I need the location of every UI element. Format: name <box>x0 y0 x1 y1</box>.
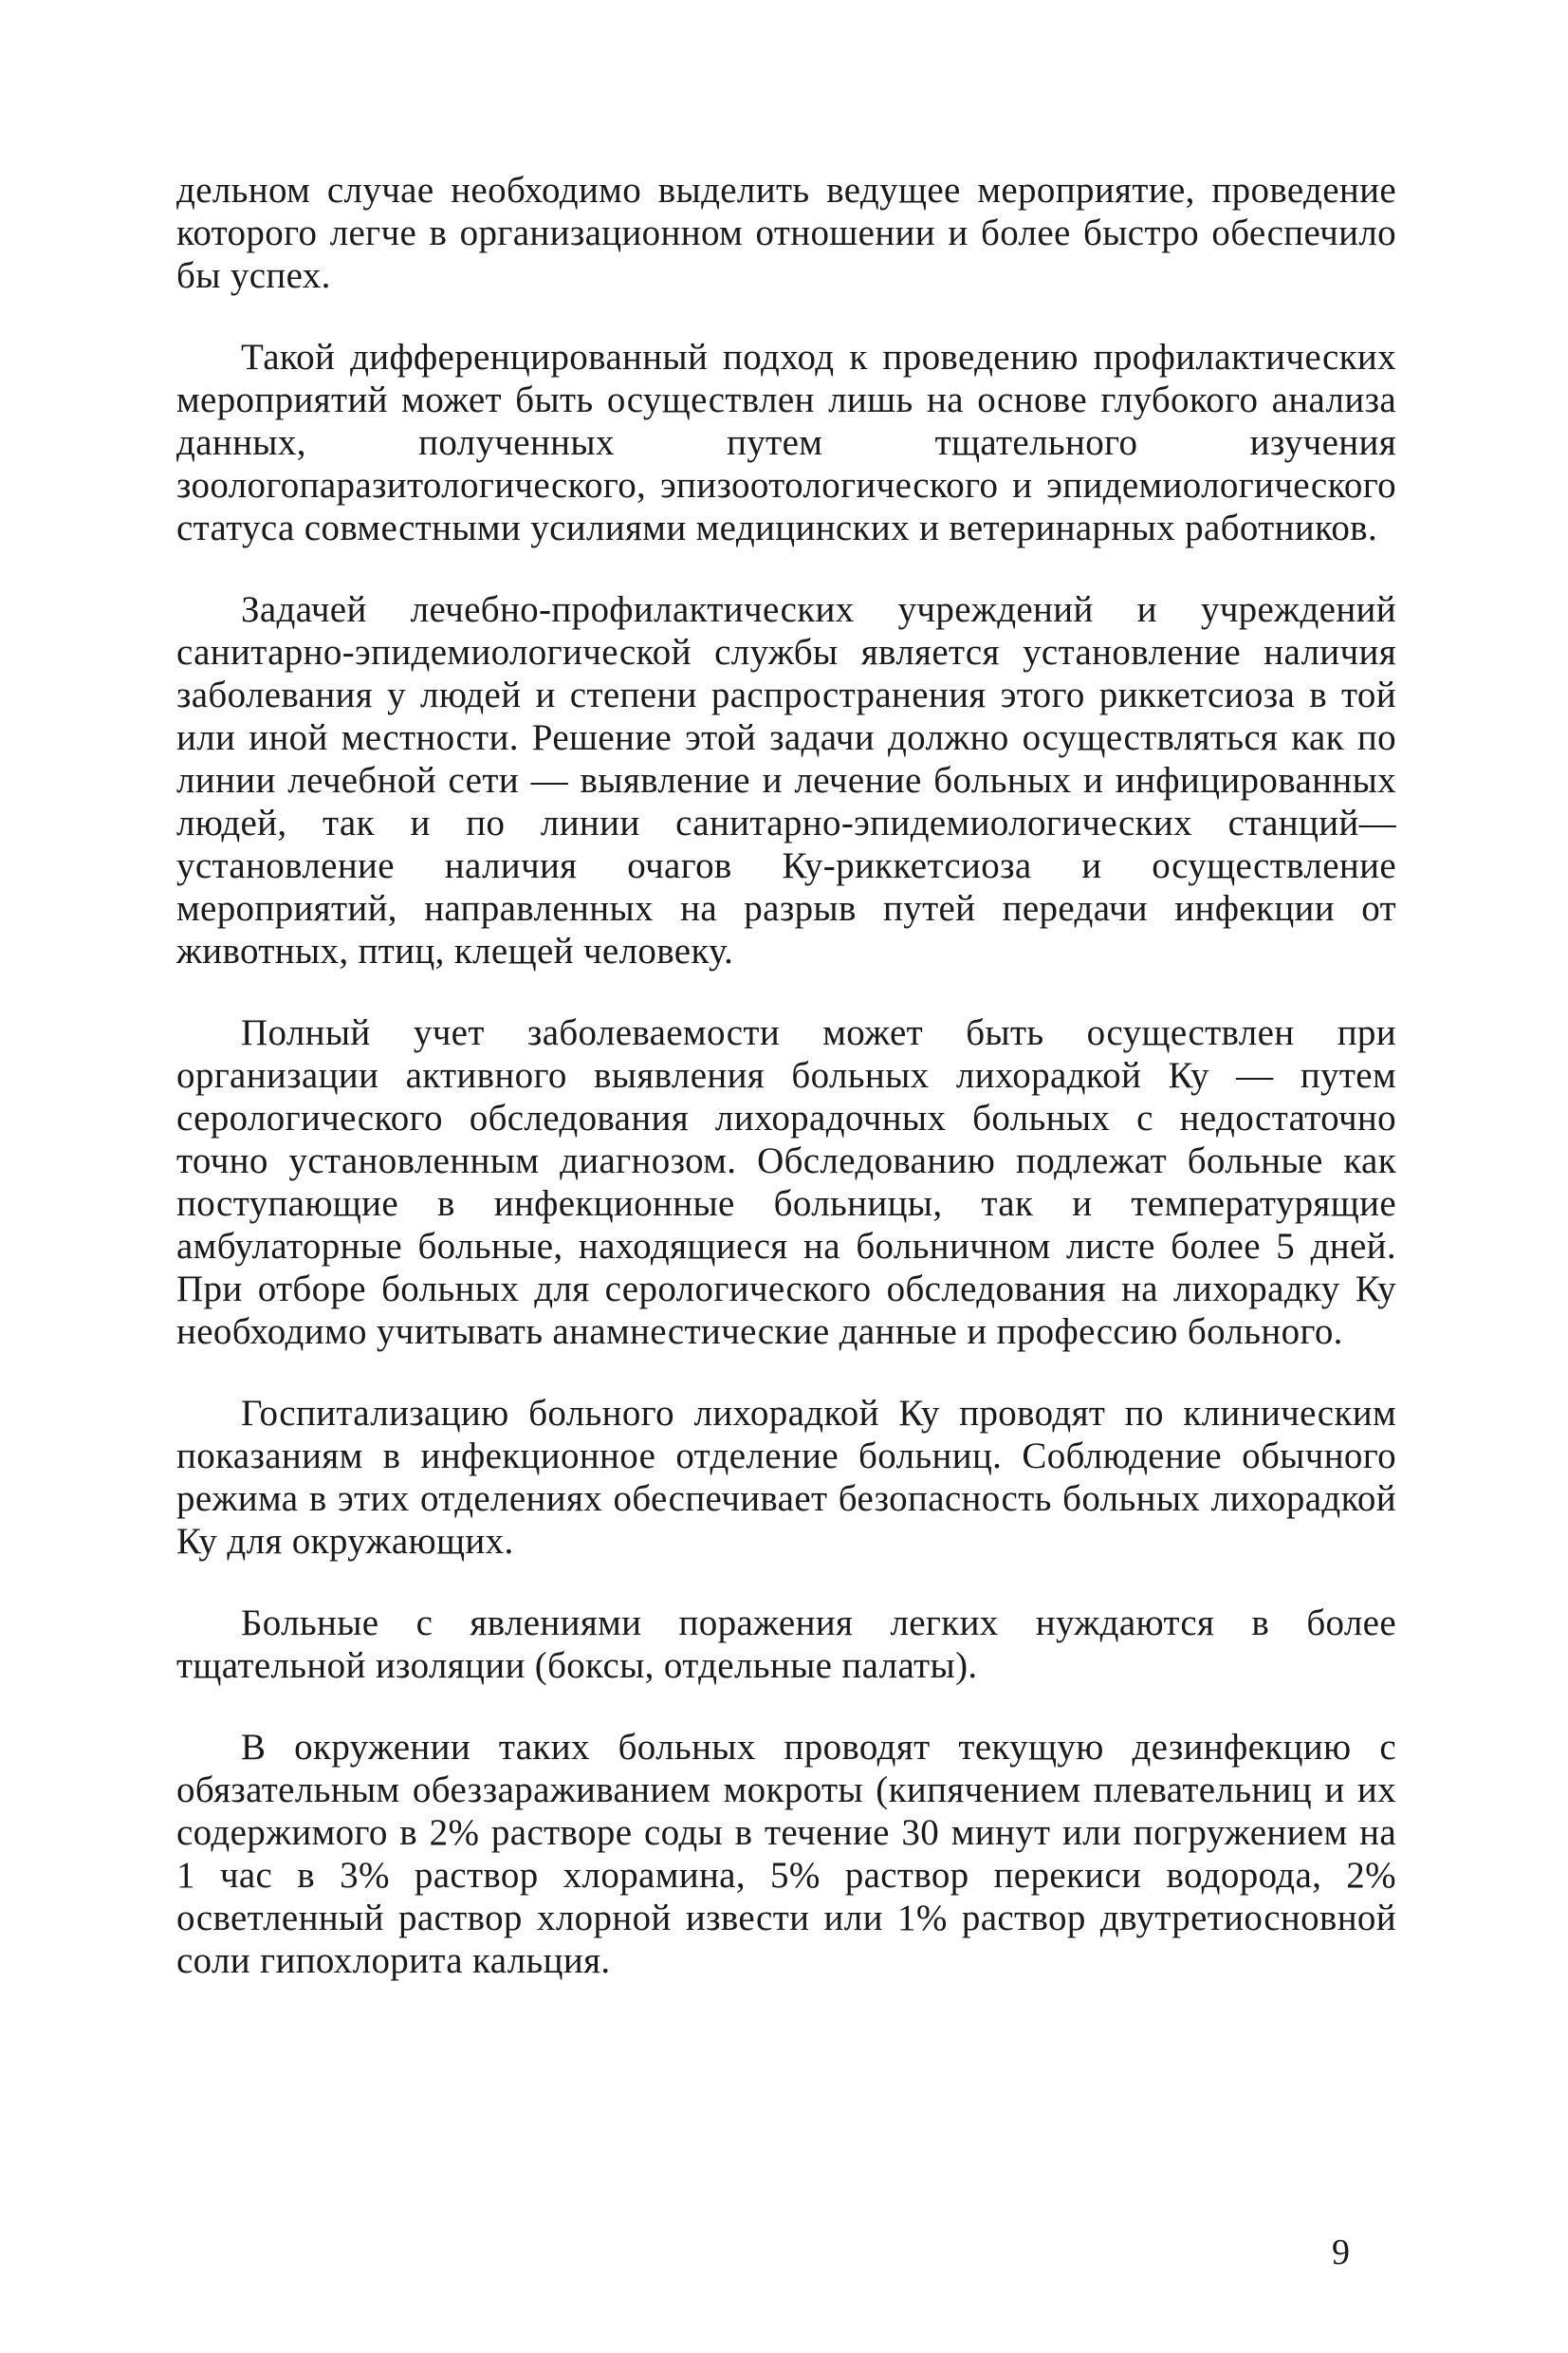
paragraph-institutions-task: Задачей лечебно-профилактических учреждений и учреждений санитарно-эпидемиологической службы является установление наличия заболевания у людей и степени распространения этого риккетсиоза в той или иной местности. Решение этой задачи должно осуществляться как по линии лечебной сети — выявление и лечение больных и инфицированных людей, так и по линии санитарно-эпидемиологических станций— установление наличия очагов Ку-риккетсиоза и осуществление мероприятий, направленных на разрыв путей передачи инфекции от животных, птиц, клещей человеку. <box>176 589 1396 972</box>
paragraph-hospitalization: Госпитализацию больного лихорадкой Ку проводят по клиническим показаниям в инфекционное отделение больниц. Соблюдение обычного режима в этих отделениях обеспечивает безопасность больных лихорадкой Ку для окружающих. <box>176 1393 1396 1562</box>
body-text <box>176 169 1396 2021</box>
paragraph-continuation: дельном случае необходимо выделить ведущее мероприятие, проведение которого легче в организационном отношении и более быстро обеспечило бы успех. <box>176 170 1396 296</box>
paragraph-morbidity-accounting: Полный учет заболеваемости может быть осуществлен при организации активного выявления больных лихорадкой Ку — путем серологического обследования лихорадочных больных с недостаточно точно установленным диагнозом. Обследованию подлежат больные как поступающие в инфекционные больницы, так и температурящие амбулаторные больные, находящиеся на больничном листе более 5 дней. При отборе больных для серологического обследования на лихорадку Ку необходимо учитывать анамнестические данные и профессию больного. <box>176 1012 1396 1352</box>
paragraph-differentiated-approach: Такой дифференцированный подход к проведению профилактических мероприятий может быть осуществлен лишь на основе глубокого анализа данных, полученных путем тщательного изучения зоологопаразитологического, эпизоотологического и эпидемиологического статуса совместными усилиями медицинских и ветеринарных работников. <box>176 337 1396 548</box>
paragraph-isolation: Больные с явлениями поражения легких нуждаются в более тщательной изоляции (боксы, отдельные палаты). <box>176 1603 1396 1686</box>
paragraph-disinfection: В окружении таких больных проводят текущую дезинфекцию с обязательным обеззараживанием мокроты (кипячением плевательниц и их содержимого в 2% растворе соды в течение 30 минут или погружением на 1 час в 3% раствор хлорамина, 5% раствор перекиси водорода, 2% осветленный раствор хлорной извести или 1% раствор двутретиосновной соли гипохлорита кальция. <box>176 1727 1396 1981</box>
page-number: 9 <box>1332 2233 1350 2272</box>
